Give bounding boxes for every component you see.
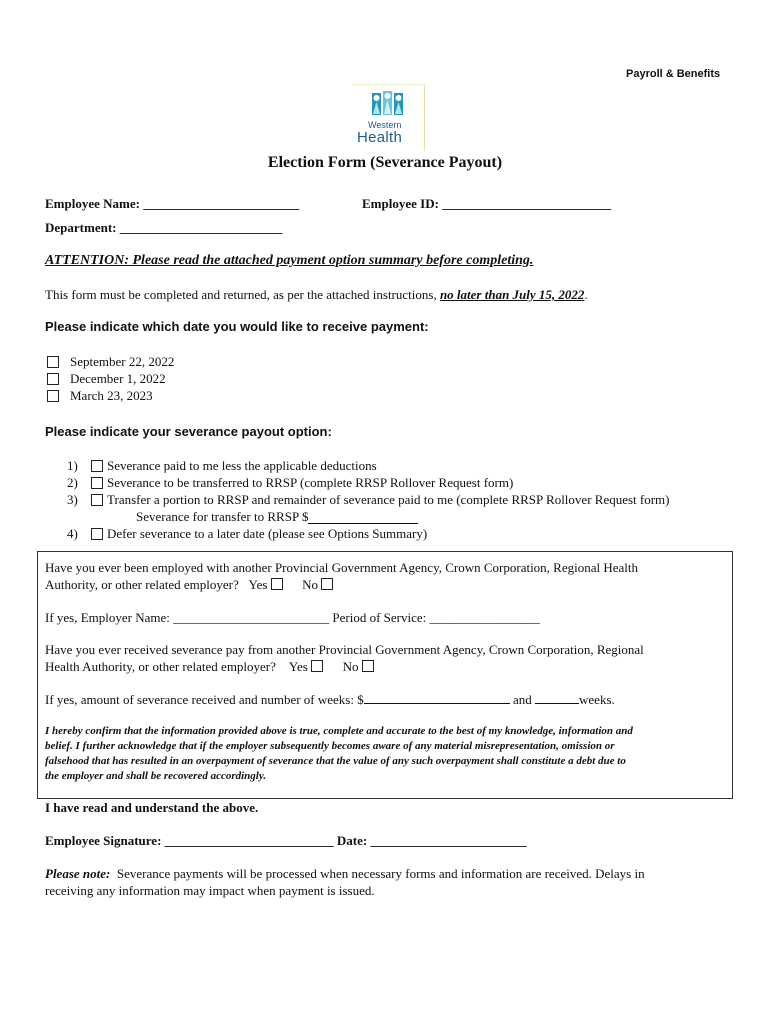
logo-text-western: Western [368,120,402,130]
checkbox[interactable] [47,356,59,368]
q1-question-end: Authority, or other related employer? [45,577,239,592]
acknowledge-statement: I have read and understand the above. [45,800,259,815]
date-option-label: March 23, 2023 [70,387,153,403]
q2-line1: Have you ever received severance pay from another Provincial Government Agency, Crown Corporation, Regional [45,642,644,657]
severance-amount-field[interactable] [45,690,615,708]
employee-name-field[interactable]: Employee Name: ________________________ [45,196,300,211]
western-health-logo [352,84,425,151]
employee-id-field[interactable]: Employee ID: __________________________ [362,196,612,211]
date-options [47,353,174,404]
q1-line2 [45,576,333,593]
option-label: Severance paid to me less the applicable deductions [107,457,377,473]
payout-option[interactable] [67,457,670,474]
instructions-main: This form must be completed and returned, as per the attached instructions, [45,287,440,302]
instructions-text [45,286,588,303]
q2-yes-checkbox[interactable] [311,660,323,672]
q2-yes-label: Yes [288,659,308,674]
severance-amount-label: If yes, amount of severance received and number of weeks: $ [45,692,364,707]
form-title: Election Form (Severance Payout) [267,154,503,171]
instructions-deadline: no later than July 15, 2022 [439,287,585,302]
weeks-line[interactable] [535,690,579,704]
date-option[interactable] [47,370,174,387]
q2-no-checkbox[interactable] [362,660,374,672]
option-number: 4) [67,525,78,541]
payout-option[interactable] [67,474,670,491]
please-note [45,865,645,882]
payout-options [67,457,670,542]
severance-amount-line[interactable] [364,690,510,704]
department-field[interactable]: Department: _________________________ [45,220,283,235]
confirmation-statement [45,724,633,784]
please-note-label: Please note: [45,866,111,881]
department-label: Payroll & Benefits [626,68,721,80]
option-label: Transfer a portion to RRSP and remainder of severance paid to me (complete RRSP Rollover Request form) [107,491,670,507]
q2-question-end: Health Authority, or other related employer? [45,659,276,674]
checkbox[interactable] [91,460,103,472]
employer-name-field[interactable]: If yes, Employer Name: ________________________ Period of Service: _________________ [45,610,541,625]
confirm-line: belief. I further acknowledge that if the employer subsequently becomes aware of any material misrepresentation, omission or [45,740,615,752]
option-label: Severance to be transferred to RRSP (complete RRSP Rollover Request form) [107,474,514,490]
checkbox[interactable] [91,477,103,489]
option-number: 3) [67,491,78,507]
please-note-line2: receiving any information may impact when payment is issued. [45,883,375,898]
option-label: Defer severance to a later date (please see Options Summary) [107,525,428,541]
checkbox[interactable] [91,494,103,506]
attention-notice: ATTENTION: Please read the attached payment option summary before completing. [45,253,534,268]
instructions-end: . [584,287,588,302]
payout-option[interactable] [67,525,670,542]
q2-line2 [45,658,374,675]
date-option-label: December 1, 2022 [70,370,166,386]
please-note-line1: Severance payments will be processed when necessary forms and information are received. Delays in [116,866,645,881]
q2-no-label: No [342,659,359,674]
confirm-line: falsehood that has resulted in an overpayment of severance that the value of any such overpayment shall constitute a debt due to [45,755,626,767]
q1-line1: Have you ever been employed with another Provincial Government Agency, Crown Corporation, Regional Health [45,560,639,575]
rrsp-transfer-label: Severance for transfer to RRSP $ [136,508,309,524]
signature-date-field[interactable]: Employee Signature: __________________________ Date: ________________________ [45,833,527,848]
option-number: 1) [67,457,78,473]
payout-section-heading: Please indicate your severance payout option: [45,424,332,439]
payout-option[interactable] [67,491,670,508]
option-number: 2) [67,474,78,490]
weeks-label: weeks. [579,692,615,707]
q1-yes-label: Yes [248,577,268,592]
q1-yes-checkbox[interactable] [271,578,283,590]
logo-text-health: Health [357,129,403,146]
date-option[interactable] [47,353,174,370]
checkbox[interactable] [91,528,103,540]
and-label: and [512,692,532,707]
confirm-line: the employer and shall be recovered accordingly. [45,770,267,782]
q1-no-checkbox[interactable] [321,578,333,590]
confirm-line: I hereby confirm that the information provided above is true, complete and accurate to the best of my knowledge, information and [45,725,633,737]
date-section-heading: Please indicate which date you would like to receive payment: [45,319,429,334]
rrsp-amount-line[interactable] [308,510,418,524]
date-option-label: September 22, 2022 [70,353,175,369]
rrsp-transfer-amount[interactable] [67,508,670,525]
checkbox[interactable] [47,390,59,402]
q1-no-label: No [302,577,319,592]
checkbox[interactable] [47,373,59,385]
date-option[interactable] [47,387,174,404]
